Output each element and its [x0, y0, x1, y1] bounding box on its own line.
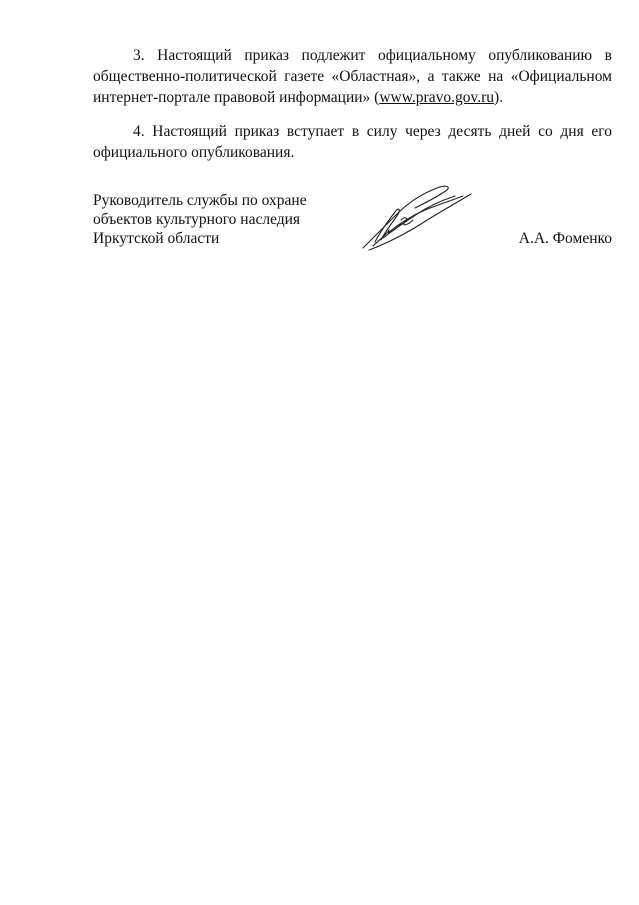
- pravo-link[interactable]: www.pravo.gov.ru: [379, 89, 494, 106]
- signatory-title: [93, 191, 307, 248]
- signatory-name: А.А. Фоменко: [518, 230, 612, 247]
- signatory-title-line-1: Руководитель службы по охране: [93, 192, 307, 209]
- signatory-title-line-2: объектов культурного наследия: [93, 211, 301, 228]
- paragraph-3-end: ).: [494, 89, 504, 106]
- paragraph-4: 4. Настоящий приказ вступает в силу через десять дней со дня его официального опубликования.: [93, 123, 612, 161]
- paragraph-3: [93, 45, 612, 108]
- paragraph-3-text: 3. Настоящий приказ подлежит официальному опубликованию в общественно-политической газете «Областная», а также на «Официальном интернет-портале правовой информации» (: [93, 47, 612, 106]
- signatory-title-line-3: Иркутской области: [93, 230, 220, 247]
- handwritten-signature: [355, 180, 475, 255]
